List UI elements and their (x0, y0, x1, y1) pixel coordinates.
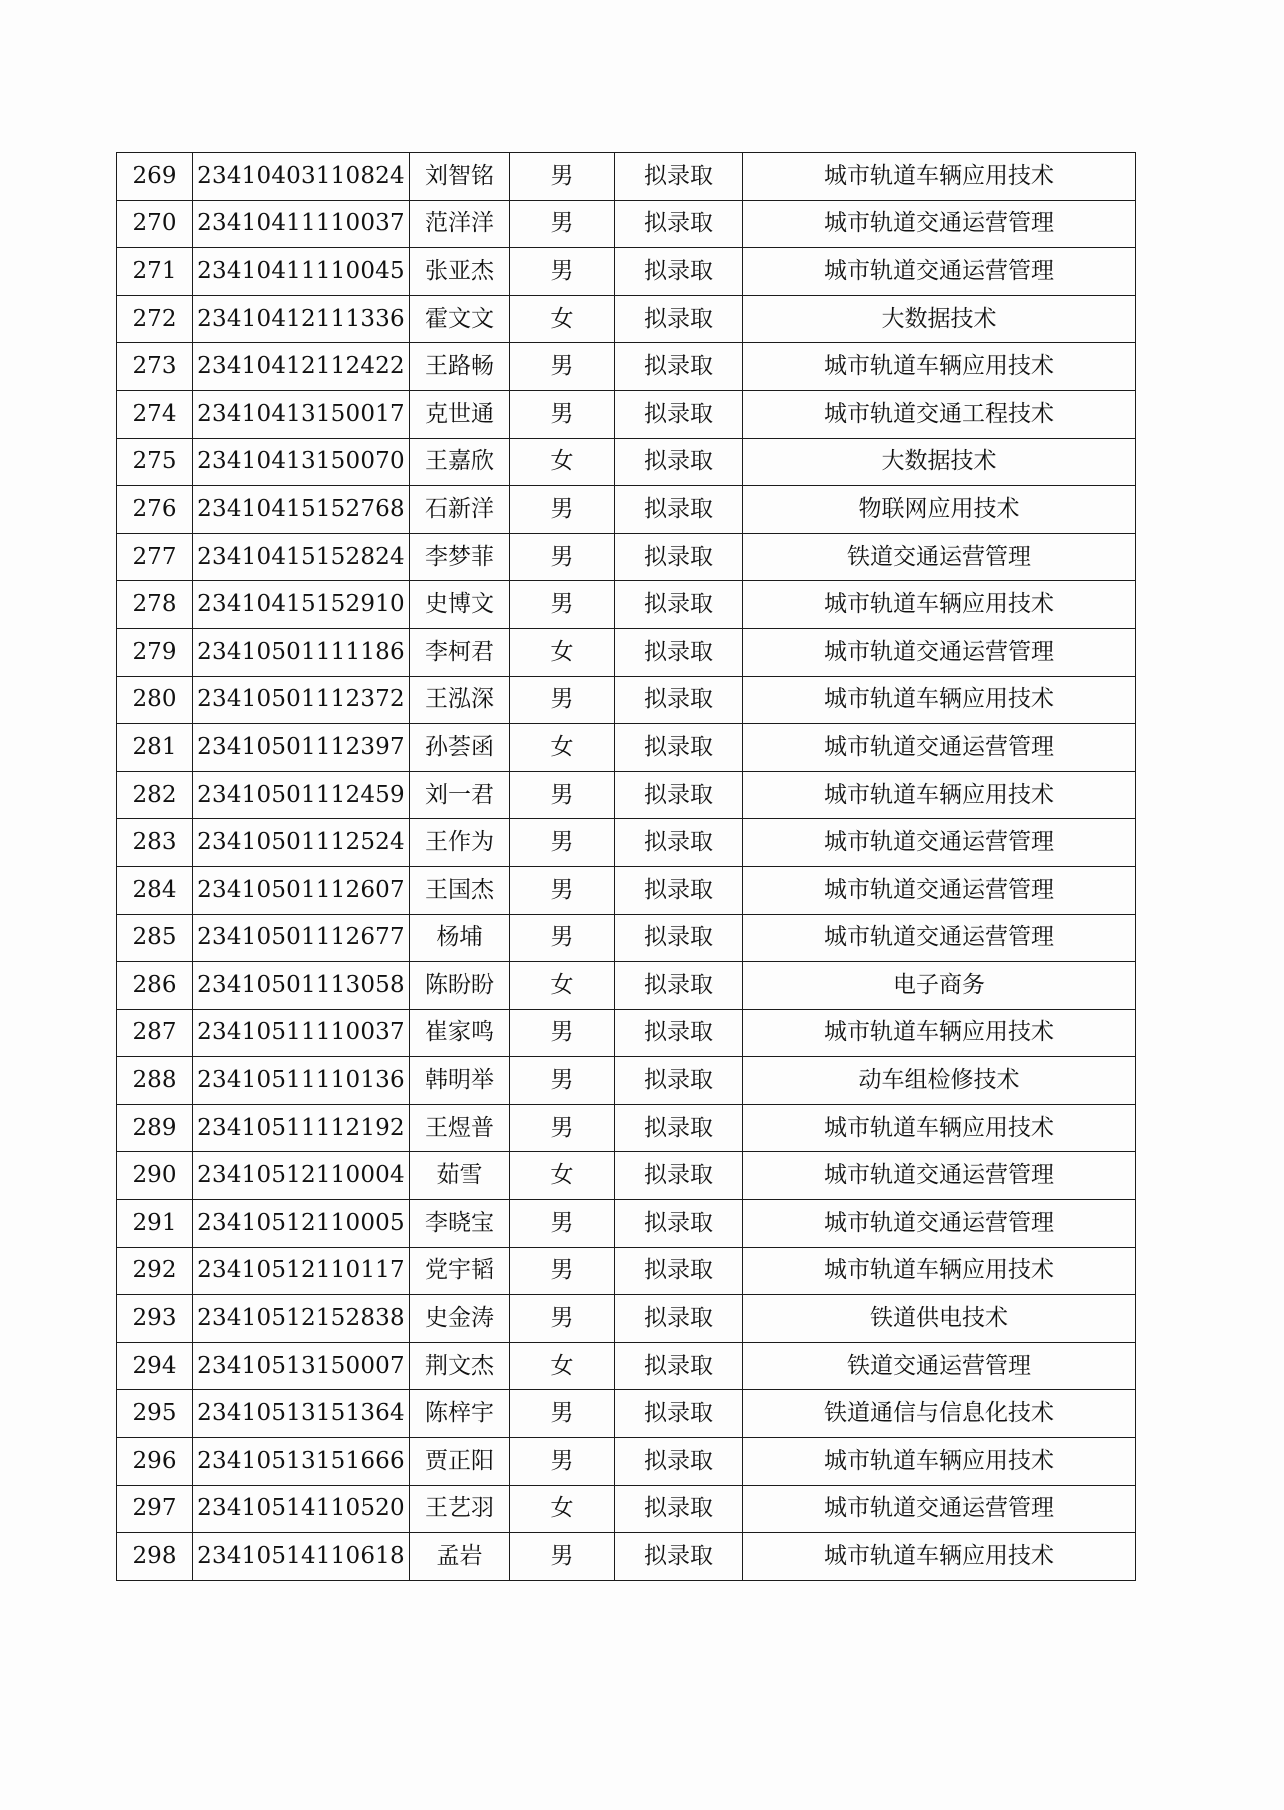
table-row (117, 962, 1136, 1010)
table-row (117, 866, 1136, 914)
cell-candidate-id: 23410501112459 (193, 771, 410, 819)
cell-major: 城市轨道车辆应用技术 (743, 343, 1136, 391)
table-row (117, 1342, 1136, 1390)
cell-major: 城市轨道车辆应用技术 (743, 153, 1136, 201)
cell-gender: 男 (510, 486, 615, 534)
cell-status: 拟录取 (615, 1438, 743, 1486)
cell-status: 拟录取 (615, 724, 743, 772)
cell-gender: 男 (510, 914, 615, 962)
cell-row-number: 281 (117, 724, 193, 772)
table-row (117, 581, 1136, 629)
cell-status: 拟录取 (615, 1342, 743, 1390)
cell-gender: 男 (510, 390, 615, 438)
table-row (117, 914, 1136, 962)
cell-row-number: 283 (117, 819, 193, 867)
admission-table-body (117, 153, 1136, 1581)
cell-status: 拟录取 (615, 628, 743, 676)
cell-name: 杨埔 (410, 914, 510, 962)
cell-candidate-id: 23410512110005 (193, 1200, 410, 1248)
cell-name: 刘智铭 (410, 153, 510, 201)
table-row (117, 628, 1136, 676)
cell-status: 拟录取 (615, 1533, 743, 1581)
cell-candidate-id: 23410511112192 (193, 1104, 410, 1152)
cell-row-number: 292 (117, 1247, 193, 1295)
cell-name: 史博文 (410, 581, 510, 629)
cell-row-number: 294 (117, 1342, 193, 1390)
cell-gender: 女 (510, 1342, 615, 1390)
cell-name: 李梦菲 (410, 533, 510, 581)
cell-candidate-id: 23410413150017 (193, 390, 410, 438)
cell-row-number: 282 (117, 771, 193, 819)
cell-status: 拟录取 (615, 248, 743, 296)
cell-status: 拟录取 (615, 962, 743, 1010)
cell-major: 城市轨道交通运营管理 (743, 1200, 1136, 1248)
cell-row-number: 275 (117, 438, 193, 486)
table-row (117, 1438, 1136, 1486)
cell-row-number: 295 (117, 1390, 193, 1438)
cell-name: 贾正阳 (410, 1438, 510, 1486)
cell-candidate-id: 23410512152838 (193, 1295, 410, 1343)
cell-gender: 男 (510, 1057, 615, 1105)
cell-gender: 女 (510, 295, 615, 343)
cell-status: 拟录取 (615, 1390, 743, 1438)
cell-status: 拟录取 (615, 343, 743, 391)
cell-major: 铁道交通运营管理 (743, 1342, 1136, 1390)
table-row (117, 1247, 1136, 1295)
cell-status: 拟录取 (615, 1247, 743, 1295)
cell-status: 拟录取 (615, 1057, 743, 1105)
cell-major: 城市轨道交通运营管理 (743, 724, 1136, 772)
cell-row-number: 276 (117, 486, 193, 534)
admission-table-container (116, 152, 1129, 1581)
cell-name: 克世通 (410, 390, 510, 438)
table-row (117, 676, 1136, 724)
table-row (117, 724, 1136, 772)
cell-row-number: 289 (117, 1104, 193, 1152)
cell-name: 茹雪 (410, 1152, 510, 1200)
cell-name: 史金涛 (410, 1295, 510, 1343)
cell-gender: 女 (510, 724, 615, 772)
cell-row-number: 297 (117, 1485, 193, 1533)
cell-candidate-id: 23410415152768 (193, 486, 410, 534)
cell-major: 城市轨道车辆应用技术 (743, 1533, 1136, 1581)
cell-major: 城市轨道车辆应用技术 (743, 676, 1136, 724)
admission-table (116, 152, 1136, 1581)
cell-gender: 女 (510, 628, 615, 676)
cell-major: 城市轨道交通运营管理 (743, 628, 1136, 676)
cell-name: 李柯君 (410, 628, 510, 676)
cell-status: 拟录取 (615, 771, 743, 819)
cell-gender: 男 (510, 533, 615, 581)
cell-status: 拟录取 (615, 866, 743, 914)
table-row (117, 1390, 1136, 1438)
cell-row-number: 286 (117, 962, 193, 1010)
table-row (117, 153, 1136, 201)
cell-row-number: 277 (117, 533, 193, 581)
cell-status: 拟录取 (615, 200, 743, 248)
cell-name: 石新洋 (410, 486, 510, 534)
cell-candidate-id: 23410514110618 (193, 1533, 410, 1581)
cell-candidate-id: 23410501112677 (193, 914, 410, 962)
cell-candidate-id: 23410511110136 (193, 1057, 410, 1105)
cell-gender: 男 (510, 153, 615, 201)
cell-row-number: 287 (117, 1009, 193, 1057)
cell-row-number: 274 (117, 390, 193, 438)
cell-status: 拟录取 (615, 819, 743, 867)
cell-name: 崔家鸣 (410, 1009, 510, 1057)
cell-major: 电子商务 (743, 962, 1136, 1010)
cell-status: 拟录取 (615, 581, 743, 629)
cell-status: 拟录取 (615, 1152, 743, 1200)
cell-gender: 男 (510, 1247, 615, 1295)
cell-major: 城市轨道车辆应用技术 (743, 1438, 1136, 1486)
cell-major: 城市轨道交通运营管理 (743, 819, 1136, 867)
cell-candidate-id: 23410514110520 (193, 1485, 410, 1533)
table-row (117, 1295, 1136, 1343)
cell-major: 城市轨道交通运营管理 (743, 914, 1136, 962)
cell-candidate-id: 23410513150007 (193, 1342, 410, 1390)
cell-gender: 女 (510, 438, 615, 486)
cell-name: 王作为 (410, 819, 510, 867)
cell-name: 王泓深 (410, 676, 510, 724)
cell-row-number: 271 (117, 248, 193, 296)
cell-gender: 男 (510, 581, 615, 629)
cell-candidate-id: 23410412111336 (193, 295, 410, 343)
cell-candidate-id: 23410511110037 (193, 1009, 410, 1057)
cell-major: 城市轨道交通运营管理 (743, 200, 1136, 248)
cell-gender: 男 (510, 1390, 615, 1438)
cell-name: 党宇韬 (410, 1247, 510, 1295)
cell-name: 张亚杰 (410, 248, 510, 296)
cell-candidate-id: 23410415152910 (193, 581, 410, 629)
cell-candidate-id: 23410411110037 (193, 200, 410, 248)
cell-status: 拟录取 (615, 1104, 743, 1152)
cell-major: 城市轨道车辆应用技术 (743, 1104, 1136, 1152)
cell-major: 铁道通信与信息化技术 (743, 1390, 1136, 1438)
cell-major: 城市轨道交通运营管理 (743, 1485, 1136, 1533)
cell-status: 拟录取 (615, 295, 743, 343)
cell-major: 大数据技术 (743, 295, 1136, 343)
table-row (117, 390, 1136, 438)
cell-major: 物联网应用技术 (743, 486, 1136, 534)
cell-major: 城市轨道车辆应用技术 (743, 581, 1136, 629)
table-row (117, 343, 1136, 391)
table-row (117, 1485, 1136, 1533)
cell-name: 王艺羽 (410, 1485, 510, 1533)
cell-name: 孟岩 (410, 1533, 510, 1581)
cell-name: 韩明举 (410, 1057, 510, 1105)
cell-row-number: 273 (117, 343, 193, 391)
cell-gender: 男 (510, 200, 615, 248)
table-row (117, 1200, 1136, 1248)
table-row (117, 1152, 1136, 1200)
cell-candidate-id: 23410412112422 (193, 343, 410, 391)
cell-gender: 男 (510, 819, 615, 867)
cell-candidate-id: 23410513151364 (193, 1390, 410, 1438)
cell-row-number: 278 (117, 581, 193, 629)
cell-gender: 男 (510, 1200, 615, 1248)
cell-candidate-id: 23410501112524 (193, 819, 410, 867)
table-row (117, 438, 1136, 486)
cell-gender: 男 (510, 771, 615, 819)
cell-row-number: 290 (117, 1152, 193, 1200)
table-row (117, 1104, 1136, 1152)
cell-gender: 女 (510, 1152, 615, 1200)
cell-candidate-id: 23410501112372 (193, 676, 410, 724)
table-row (117, 1057, 1136, 1105)
cell-candidate-id: 23410411110045 (193, 248, 410, 296)
cell-major: 城市轨道交通工程技术 (743, 390, 1136, 438)
cell-gender: 男 (510, 343, 615, 391)
table-row (117, 200, 1136, 248)
cell-major: 城市轨道车辆应用技术 (743, 1247, 1136, 1295)
cell-candidate-id: 23410501111186 (193, 628, 410, 676)
table-row (117, 819, 1136, 867)
cell-candidate-id: 23410413150070 (193, 438, 410, 486)
cell-name: 王路畅 (410, 343, 510, 391)
table-row (117, 486, 1136, 534)
cell-gender: 女 (510, 1485, 615, 1533)
cell-status: 拟录取 (615, 676, 743, 724)
cell-row-number: 285 (117, 914, 193, 962)
cell-row-number: 270 (117, 200, 193, 248)
cell-gender: 男 (510, 1533, 615, 1581)
table-row (117, 248, 1136, 296)
cell-row-number: 279 (117, 628, 193, 676)
cell-row-number: 272 (117, 295, 193, 343)
cell-major: 铁道供电技术 (743, 1295, 1136, 1343)
cell-major: 动车组检修技术 (743, 1057, 1136, 1105)
cell-row-number: 298 (117, 1533, 193, 1581)
cell-name: 李晓宝 (410, 1200, 510, 1248)
cell-candidate-id: 23410415152824 (193, 533, 410, 581)
cell-major: 城市轨道交通运营管理 (743, 248, 1136, 296)
cell-candidate-id: 23410513151666 (193, 1438, 410, 1486)
cell-status: 拟录取 (615, 486, 743, 534)
cell-candidate-id: 23410501112607 (193, 866, 410, 914)
cell-name: 王嘉欣 (410, 438, 510, 486)
cell-status: 拟录取 (615, 438, 743, 486)
cell-status: 拟录取 (615, 1200, 743, 1248)
cell-status: 拟录取 (615, 390, 743, 438)
cell-row-number: 269 (117, 153, 193, 201)
table-row (117, 295, 1136, 343)
cell-gender: 男 (510, 1438, 615, 1486)
cell-gender: 男 (510, 248, 615, 296)
cell-gender: 男 (510, 1104, 615, 1152)
cell-candidate-id: 23410403110824 (193, 153, 410, 201)
cell-status: 拟录取 (615, 1295, 743, 1343)
cell-name: 刘一君 (410, 771, 510, 819)
cell-major: 铁道交通运营管理 (743, 533, 1136, 581)
cell-row-number: 293 (117, 1295, 193, 1343)
cell-status: 拟录取 (615, 1009, 743, 1057)
cell-gender: 女 (510, 962, 615, 1010)
cell-name: 王煜普 (410, 1104, 510, 1152)
cell-row-number: 291 (117, 1200, 193, 1248)
cell-status: 拟录取 (615, 914, 743, 962)
cell-major: 城市轨道交通运营管理 (743, 1152, 1136, 1200)
cell-name: 霍文文 (410, 295, 510, 343)
cell-major: 城市轨道交通运营管理 (743, 866, 1136, 914)
cell-candidate-id: 23410501113058 (193, 962, 410, 1010)
cell-name: 孙荟函 (410, 724, 510, 772)
cell-name: 范洋洋 (410, 200, 510, 248)
cell-candidate-id: 23410501112397 (193, 724, 410, 772)
cell-status: 拟录取 (615, 153, 743, 201)
cell-candidate-id: 23410512110004 (193, 1152, 410, 1200)
table-row (117, 1533, 1136, 1581)
cell-name: 陈梓宇 (410, 1390, 510, 1438)
cell-name: 荆文杰 (410, 1342, 510, 1390)
table-row (117, 771, 1136, 819)
table-row (117, 1009, 1136, 1057)
cell-major: 大数据技术 (743, 438, 1136, 486)
cell-candidate-id: 23410512110117 (193, 1247, 410, 1295)
cell-gender: 男 (510, 1295, 615, 1343)
cell-row-number: 284 (117, 866, 193, 914)
cell-row-number: 296 (117, 1438, 193, 1486)
cell-row-number: 280 (117, 676, 193, 724)
cell-status: 拟录取 (615, 1485, 743, 1533)
cell-status: 拟录取 (615, 533, 743, 581)
cell-major: 城市轨道车辆应用技术 (743, 1009, 1136, 1057)
cell-name: 陈盼盼 (410, 962, 510, 1010)
cell-gender: 男 (510, 1009, 615, 1057)
cell-row-number: 288 (117, 1057, 193, 1105)
cell-gender: 男 (510, 866, 615, 914)
table-row (117, 533, 1136, 581)
cell-major: 城市轨道车辆应用技术 (743, 771, 1136, 819)
cell-gender: 男 (510, 676, 615, 724)
cell-name: 王国杰 (410, 866, 510, 914)
